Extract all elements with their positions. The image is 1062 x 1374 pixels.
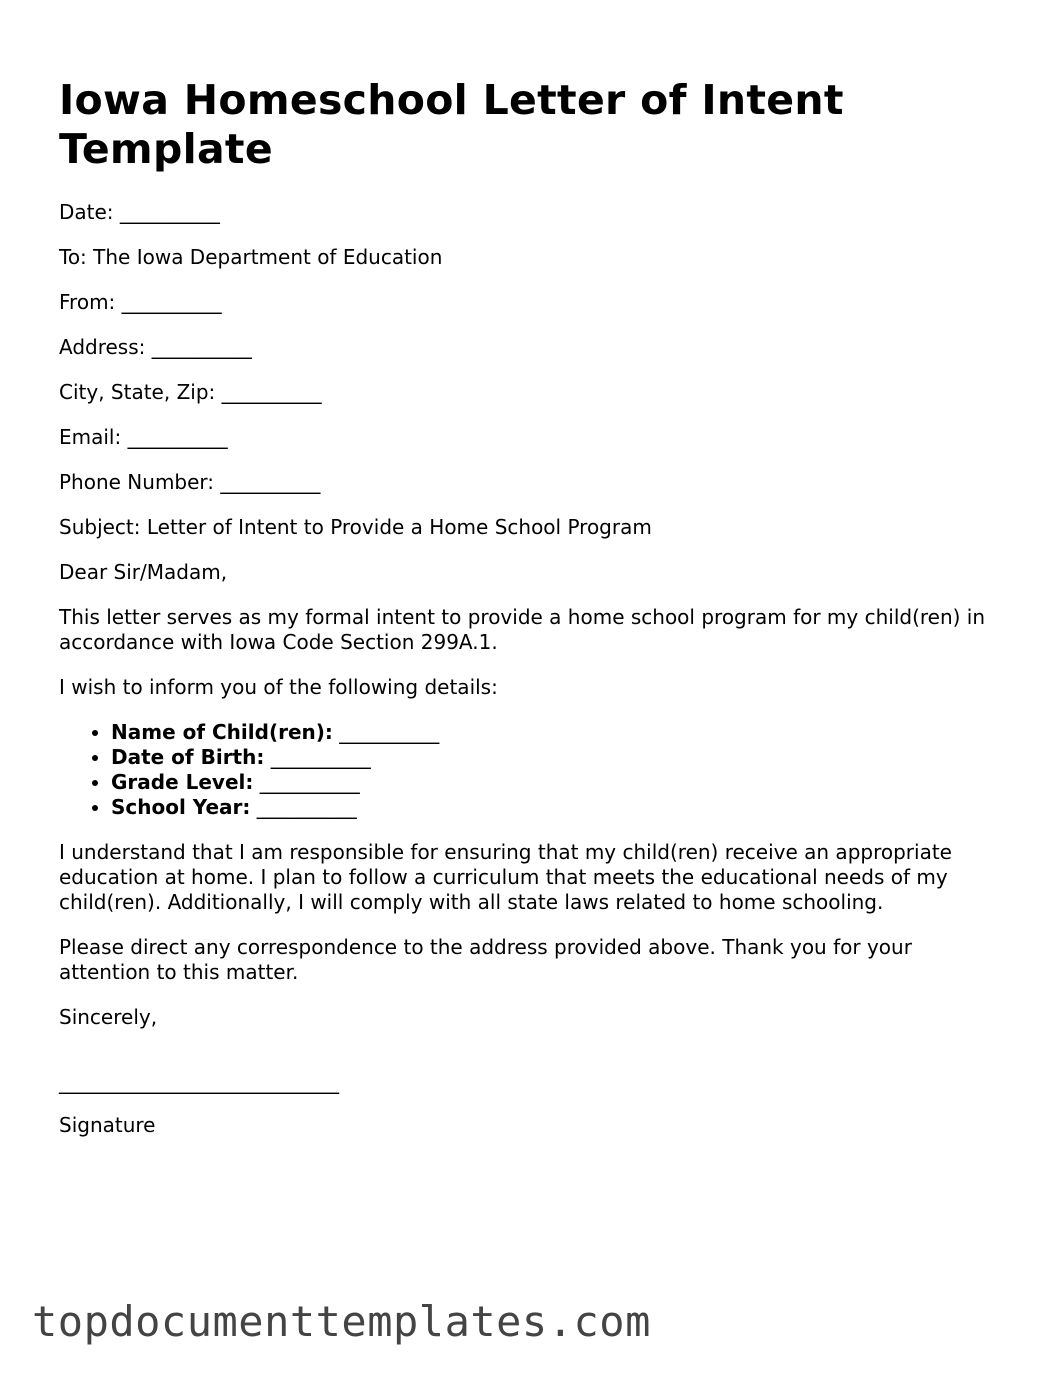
- detail-label: Date of Birth:: [111, 745, 265, 769]
- from-field: From: __________: [59, 290, 222, 314]
- salutation: Dear Sir/Madam,: [59, 560, 228, 584]
- details-list: [59, 720, 1009, 820]
- page-title: Iowa Homeschool Letter of Intent Template: [59, 76, 844, 173]
- intro-paragraph: This letter serves as my formal intent to provide a home school program for my child(ren) in accordance with Iowa Code Section 299A.1.: [59, 605, 986, 654]
- detail-label: Grade Level:: [111, 770, 254, 794]
- phone-field: Phone Number: __________: [59, 470, 321, 494]
- subject-line: Subject: Letter of Intent to Provide a Home School Program: [59, 515, 652, 539]
- date-field: Date: __________: [59, 200, 220, 224]
- address-field: Address: __________: [59, 335, 252, 359]
- watermark: topdocumenttemplates.com: [32, 1297, 651, 1346]
- letter-page: [59, 76, 1009, 1158]
- detail-blank: __________: [264, 745, 371, 769]
- email-field: Email: __________: [59, 425, 228, 449]
- detail-blank: __________: [250, 795, 357, 819]
- signature-line: ____________________________: [59, 1070, 339, 1094]
- signature-label: Signature: [59, 1113, 156, 1137]
- detail-blank: __________: [332, 720, 440, 744]
- closing: Sincerely,: [59, 1005, 158, 1029]
- list-item: [111, 770, 1009, 795]
- detail-label: School Year:: [111, 795, 251, 819]
- responsibility-paragraph: I understand that I am responsible for ensuring that my child(ren) receive an appropriate education at home. I plan to follow a curriculum that meets the educational needs of my child(ren). Additionally, I will comply with all state laws related to home schooling.: [59, 840, 952, 914]
- detail-blank: __________: [253, 770, 360, 794]
- detail-label: Name of Child(ren):: [111, 720, 333, 744]
- recipient-line: To: The Iowa Department of Education: [59, 245, 443, 269]
- list-item: [111, 795, 1009, 820]
- city-state-zip-field: City, State, Zip: __________: [59, 380, 322, 404]
- details-lead: I wish to inform you of the following details:: [59, 675, 498, 699]
- list-item: [111, 720, 1009, 745]
- closing-paragraph: Please direct any correspondence to the address provided above. Thank you for your attention to this matter.: [59, 935, 912, 984]
- list-item: [111, 745, 1009, 770]
